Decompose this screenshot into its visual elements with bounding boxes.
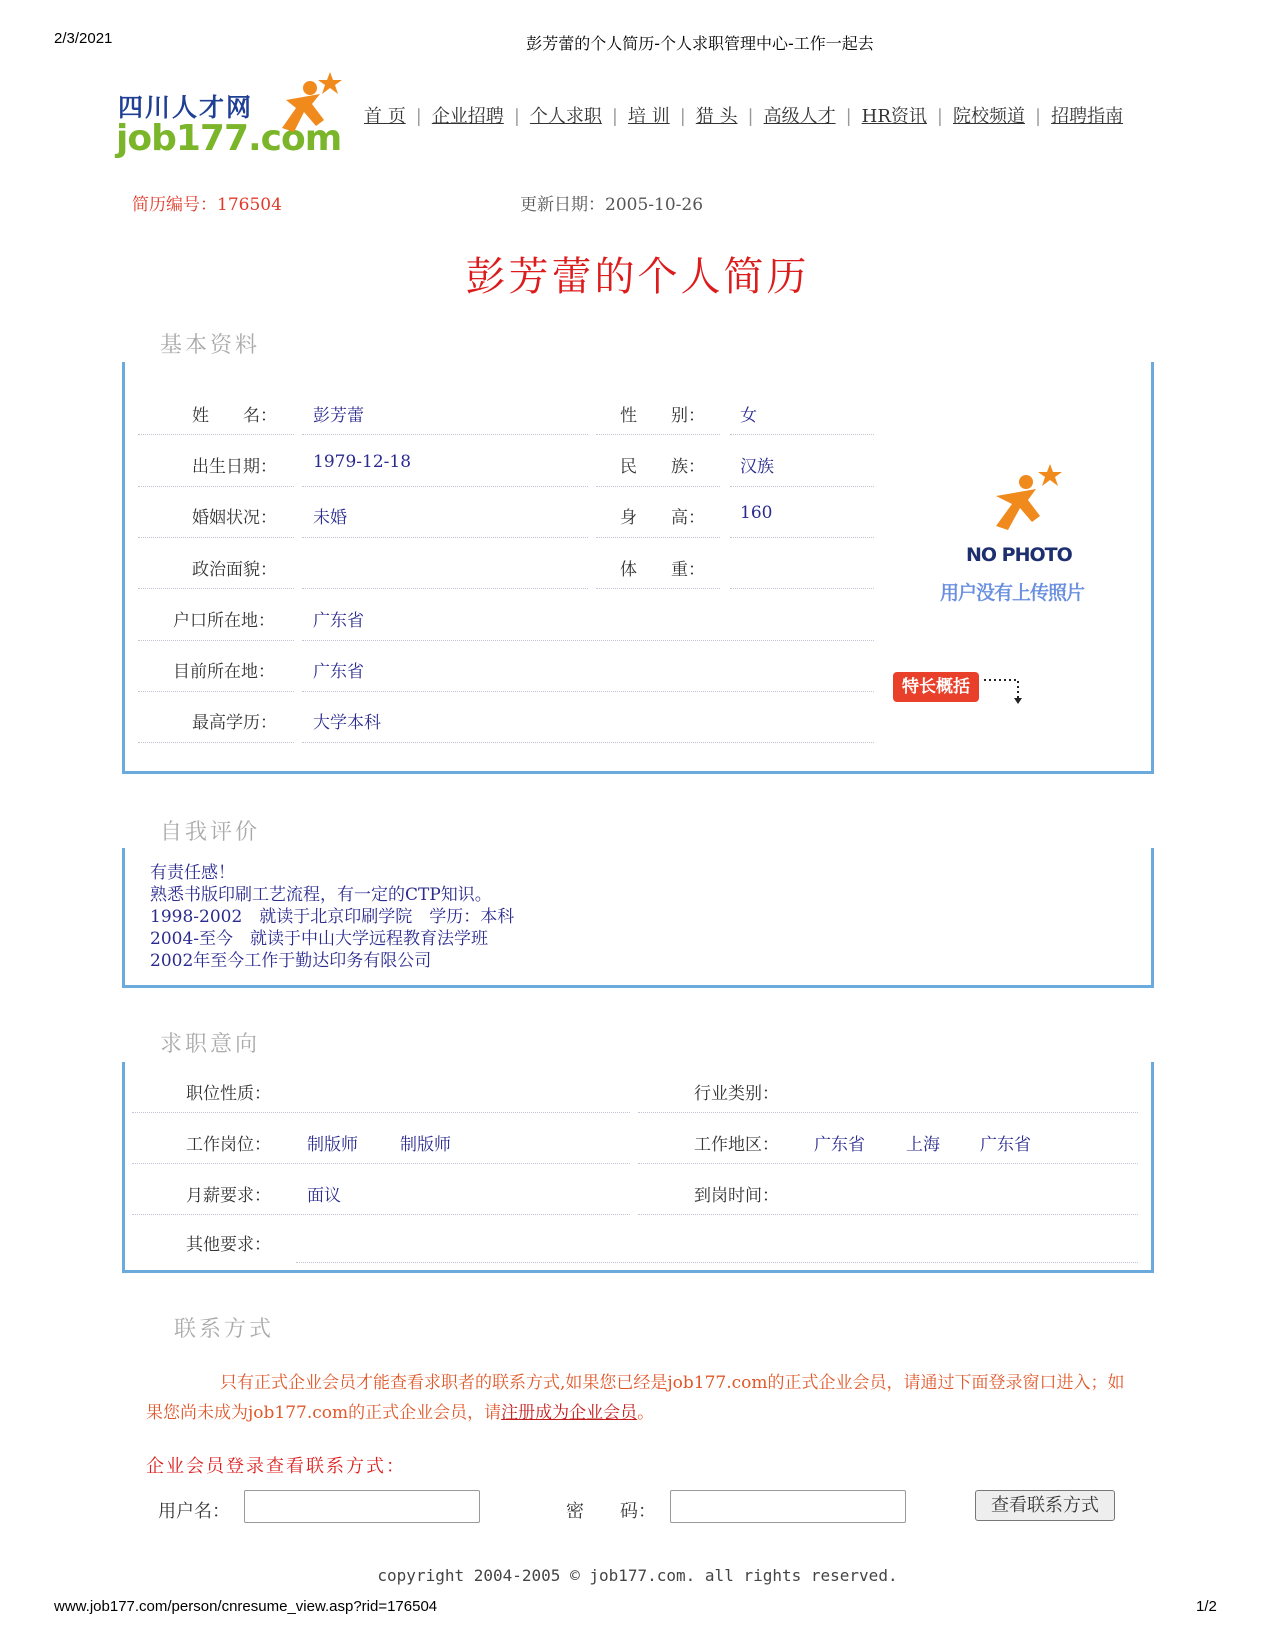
ethnic-label: 民 族： xyxy=(620,457,705,477)
username-input[interactable] xyxy=(244,1490,480,1523)
height-label: 身 高： xyxy=(620,508,705,528)
row-divider xyxy=(296,1262,1138,1263)
weight-label: 体 重： xyxy=(620,560,705,580)
password-input[interactable] xyxy=(670,1490,906,1523)
birth-label: 出生日期： xyxy=(192,457,277,477)
salary-label: 月薪要求： xyxy=(186,1186,271,1206)
specialty-summary-button[interactable]: 特长概括 xyxy=(893,672,979,702)
section-title-self-eval: 自我评价 xyxy=(160,820,261,845)
row-divider xyxy=(302,486,588,487)
nav-personal-job[interactable]: 个人求职 xyxy=(529,106,602,127)
print-page-number: 1/2 xyxy=(1196,1598,1217,1615)
nav-campus[interactable]: 院校频道 xyxy=(953,106,1025,127)
site-logo[interactable] xyxy=(116,70,346,158)
name-label: 姓 名： xyxy=(192,406,277,426)
no-photo-text: NO PHOTO xyxy=(966,544,1072,566)
notice-text: 只有正式企业会员才能查看求职者的联系方式,如果您已经是job177.com的正式企业会员，请通过下面登录窗口进入；如果您尚未成为job177.com的正式企业会员，请 xyxy=(146,1373,1125,1423)
political-label: 政治面貌： xyxy=(192,560,277,580)
username-label: 用户名： xyxy=(158,1501,230,1522)
dotted-arrow-icon xyxy=(982,676,1024,706)
row-divider xyxy=(132,1163,630,1164)
row-divider xyxy=(302,588,588,589)
job-nature-label: 职位性质： xyxy=(186,1084,271,1104)
no-photo-icon xyxy=(980,462,1070,534)
work-area-value-2: 上海 xyxy=(906,1135,940,1155)
print-date: 2/3/2021 xyxy=(54,30,113,47)
work-area-value-3: 广东省 xyxy=(980,1135,1031,1155)
salary-value: 面议 xyxy=(307,1186,341,1206)
position-value-2: 制版师 xyxy=(400,1135,451,1155)
row-divider xyxy=(638,1112,1138,1113)
self-eval-line: 2004-至今 就读于中山大学远程教育法学班 xyxy=(150,929,489,949)
self-eval-line: 有责任感！ xyxy=(150,863,235,883)
ethnic-value: 汉族 xyxy=(740,457,774,477)
education-label: 最高学历： xyxy=(192,713,277,733)
gender-label: 性 别： xyxy=(620,406,705,426)
current-location-label: 目前所在地： xyxy=(173,662,275,682)
row-divider xyxy=(138,588,294,589)
row-divider xyxy=(302,434,588,435)
row-divider xyxy=(730,537,874,538)
no-photo-caption: 用户没有上传照片 xyxy=(940,582,1085,604)
row-divider xyxy=(730,486,874,487)
section-title-basic: 基本资料 xyxy=(160,333,261,358)
row-divider xyxy=(730,434,874,435)
self-eval-text xyxy=(150,862,514,972)
row-divider xyxy=(302,640,874,641)
copyright: copyright 2004-2005 © job177.com. all rights reserved. xyxy=(377,1566,898,1585)
arrive-time-label: 到岗时间： xyxy=(694,1186,779,1206)
row-divider xyxy=(138,486,294,487)
current-location-value: 广东省 xyxy=(313,662,364,682)
photo-placeholder xyxy=(930,462,1120,612)
row-divider xyxy=(132,1112,630,1113)
section-title-contact: 联系方式 xyxy=(174,1317,275,1342)
row-divider xyxy=(138,434,294,435)
print-url: www.job177.com/person/cnresume_view.asp?rid=176504 xyxy=(54,1598,438,1615)
row-divider xyxy=(638,1214,1138,1215)
nav-hr-news[interactable]: HR资讯 xyxy=(861,106,927,127)
nav-headhunter[interactable]: 猎 头 xyxy=(695,106,738,127)
main-nav: 首 页 | 企业招聘 | 个人求职 | 培 训 | 猎 头 | 高级人才 | HR资讯 | 院校频道 | 招聘指南 xyxy=(364,106,1124,127)
position-label: 工作岗位： xyxy=(186,1135,271,1155)
name-value: 彭芳蕾 xyxy=(313,406,364,426)
education-value: 大学本科 xyxy=(313,713,381,733)
hukou-label: 户口所在地： xyxy=(173,611,275,631)
row-divider xyxy=(730,588,874,589)
hukou-value: 广东省 xyxy=(313,611,364,631)
height-value: 160 xyxy=(740,503,773,523)
notice-end: 。 xyxy=(637,1403,655,1423)
login-title: 企业会员登录查看联系方式： xyxy=(146,1456,406,1477)
row-divider xyxy=(596,537,720,538)
marital-value: 未婚 xyxy=(313,508,347,528)
birth-value: 1979-12-18 xyxy=(313,452,412,472)
print-title: 彭芳蕾的个人简历-个人求职管理中心-工作一起去 xyxy=(526,34,874,53)
work-area-value-1: 广东省 xyxy=(814,1135,865,1155)
intent-box xyxy=(122,1062,1154,1273)
running-man-icon xyxy=(268,70,346,140)
logo-cn-text: 四川人才网 xyxy=(118,93,254,122)
row-divider xyxy=(596,486,720,487)
row-divider xyxy=(596,434,720,435)
marital-label: 婚姻状况： xyxy=(192,508,277,528)
view-contact-button[interactable]: 查看联系方式 xyxy=(975,1490,1115,1521)
update-date: 更新日期：2005-10-26 xyxy=(520,195,704,215)
logo-en-text: job177.com xyxy=(116,118,342,159)
row-divider xyxy=(138,537,294,538)
nav-training[interactable]: 培 训 xyxy=(627,106,670,127)
row-divider xyxy=(138,691,294,692)
gender-value: 女 xyxy=(740,406,757,426)
row-divider xyxy=(302,742,874,743)
row-divider xyxy=(138,742,294,743)
row-divider xyxy=(596,588,720,589)
other-requirements-label: 其他要求： xyxy=(186,1235,271,1255)
position-value-1: 制版师 xyxy=(307,1135,358,1155)
resume-number: 简历编号：176504 xyxy=(132,195,282,215)
self-eval-line: 1998-2002 就读于北京印刷学院 学历：本科 xyxy=(150,907,515,927)
row-divider xyxy=(132,1214,630,1215)
self-eval-line: 2002年至今工作于勤达印务有限公司 xyxy=(150,951,432,971)
row-divider xyxy=(302,691,874,692)
work-area-label: 工作地区： xyxy=(694,1135,779,1155)
contact-notice xyxy=(146,1368,1136,1428)
self-eval-line: 熟悉书版印刷工艺流程，有一定的CTP知识。 xyxy=(150,885,492,905)
row-divider xyxy=(638,1163,1138,1164)
nav-senior-talent[interactable]: 高级人才 xyxy=(763,106,836,127)
nav-company-recruit[interactable]: 企业招聘 xyxy=(431,106,504,127)
row-divider xyxy=(302,537,588,538)
nav-home[interactable]: 首 页 xyxy=(364,106,406,127)
register-link[interactable]: 注册成为企业会员 xyxy=(501,1403,638,1423)
section-title-intent: 求职意向 xyxy=(160,1032,261,1057)
row-divider xyxy=(138,640,294,641)
page-title: 彭芳蕾的个人简历 xyxy=(465,254,810,300)
industry-label: 行业类别： xyxy=(694,1084,779,1104)
nav-job-guide[interactable]: 招聘指南 xyxy=(1051,106,1124,127)
password-label: 密 码： xyxy=(566,1501,656,1522)
